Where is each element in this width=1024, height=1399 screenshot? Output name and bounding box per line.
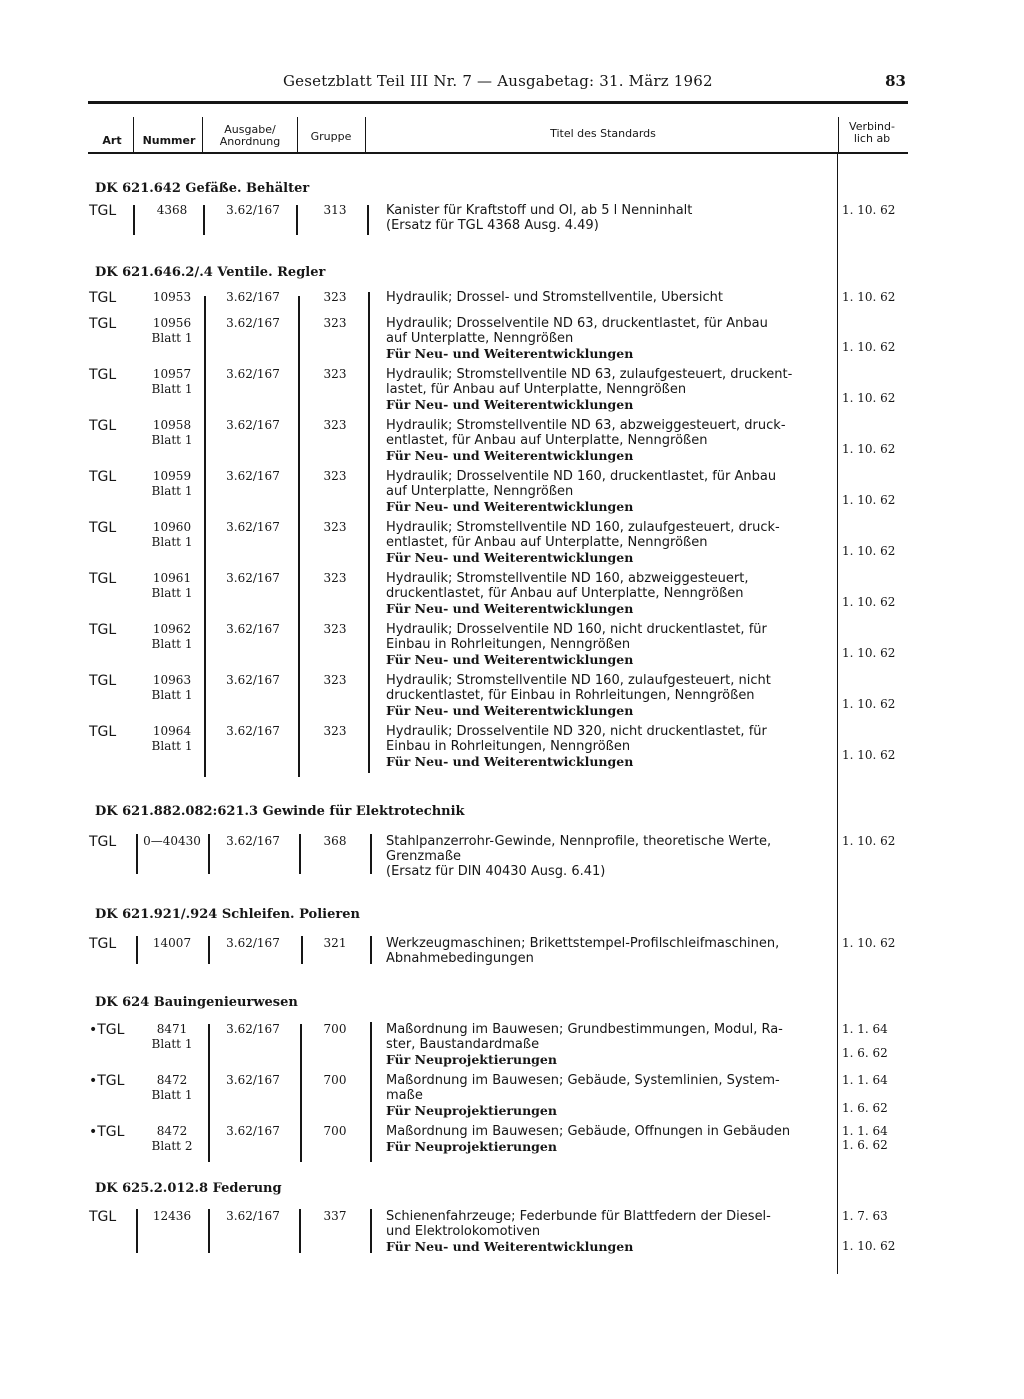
- nummer-value: 8472: [156, 1073, 188, 1087]
- entry-title: [386, 520, 835, 565]
- title-line: Maßordnung im Bauwesen; Grundbestimmungen, Modul, Ra-: [386, 1022, 783, 1037]
- entry-title: [386, 724, 835, 769]
- verbindlich-date: 1. 10. 62: [842, 936, 896, 950]
- divider: [368, 292, 370, 773]
- title-line: Hydraulik; Drosselventile ND 160, druckentlastet, für Anbau: [386, 469, 777, 484]
- entry-title: [386, 1209, 835, 1254]
- blatt-label: Blatt 1: [151, 535, 193, 549]
- nummer-value: 8472: [156, 1124, 188, 1138]
- entry-title: [386, 1022, 835, 1067]
- title-line: maße: [386, 1088, 423, 1103]
- col-verbindlich-line1: Verbind-: [849, 120, 895, 133]
- entry-art: TGL: [89, 724, 117, 740]
- entry-nummer: [140, 520, 204, 550]
- entry-ausgabe: 3.62/167: [226, 1209, 280, 1223]
- title-line: Hydraulik; Drosselventile ND 160, nicht druckentlastet, für: [386, 622, 767, 637]
- entry-ausgabe: 3.62/167: [226, 622, 280, 636]
- title-line: auf Unterplatte, Nenngrößen: [386, 331, 574, 346]
- divider: [203, 205, 205, 235]
- entry-gruppe: 321: [323, 936, 347, 950]
- entry-gruppe: 323: [323, 520, 347, 534]
- title-line: Maßordnung im Bauwesen; Gebäude, Öffnungen in Gebäuden: [386, 1124, 791, 1139]
- divider: [300, 1024, 302, 1162]
- entry-ausgabe: 3.62/167: [226, 316, 280, 330]
- entry-title: [386, 367, 835, 412]
- entry-gruppe: 323: [323, 469, 347, 483]
- title-line: druckentlastet, für Einbau in Rohrleitungen, Nenngrößen: [386, 688, 755, 703]
- title-line: Maßordnung im Bauwesen; Gebäude, Systemlinien, System-: [386, 1073, 780, 1088]
- nummer-value: 10962: [152, 622, 192, 636]
- verbindlich-date: 1. 10. 62: [842, 697, 896, 711]
- divider: [365, 117, 366, 153]
- divider: [297, 117, 298, 153]
- entry-ausgabe: 3.62/167: [226, 203, 280, 217]
- nummer-value: 10964: [152, 724, 192, 738]
- divider: [202, 117, 203, 153]
- blatt-label: Blatt 1: [151, 331, 193, 345]
- title-bold-line: Für Neu- und Weiterentwicklungen: [386, 652, 634, 667]
- entry-nummer: [140, 622, 204, 652]
- entry-art: TGL: [89, 367, 117, 383]
- title-bold-line: Für Neu- und Weiterentwicklungen: [386, 1239, 634, 1254]
- blatt-label: Blatt 1: [151, 484, 193, 498]
- title-line: Hydraulik; Stromstellventile ND 160, abzweiggesteuert,: [386, 571, 749, 586]
- entry-ausgabe: 3.62/167: [226, 367, 280, 381]
- divider: [208, 936, 210, 964]
- title-line: lastet, für Anbau auf Unterplatte, Nenngrößen: [386, 382, 687, 397]
- verbindlich-date: 1. 6. 62: [842, 1046, 888, 1060]
- title-bold-line: Für Neu- und Weiterentwicklungen: [386, 754, 634, 769]
- entry-art: TGL: [89, 203, 117, 219]
- entry-art: •TGL: [89, 1073, 125, 1089]
- entry-nummer: [140, 673, 204, 703]
- entry-title: [386, 834, 835, 879]
- verbindlich-date: 1. 1. 64: [842, 1073, 888, 1087]
- divider: [204, 296, 206, 777]
- col-verbindlich-line2: lich ab: [853, 132, 891, 145]
- blatt-label: Blatt 1: [151, 382, 193, 396]
- entry-gruppe: 323: [323, 724, 347, 738]
- col-ausgabe: [206, 124, 294, 148]
- divider: [208, 1209, 210, 1253]
- entry-gruppe: 700: [323, 1124, 347, 1138]
- title-bold-line: Für Neu- und Weiterentwicklungen: [386, 499, 634, 514]
- title-line: Kanister für Kraftstoff und Öl, ab 5 l Nenninhalt: [386, 203, 693, 218]
- entry-title: [386, 418, 835, 463]
- title-line: Stahlpanzerrohr-Gewinde, Nennprofile, theoretische Werte,: [386, 834, 772, 849]
- title-line: und Elektrolokomotiven: [386, 1224, 541, 1239]
- title-line: Abnahmebedingungen: [386, 951, 534, 966]
- gazette-title: Gesetzblatt Teil III Nr. 7 — Ausgabetag: 31. März 1962: [283, 72, 713, 90]
- blatt-label: Blatt 2: [151, 1139, 193, 1153]
- entry-gruppe: 323: [323, 316, 347, 330]
- divider: [370, 834, 372, 874]
- entry-nummer: [140, 316, 204, 346]
- entry-title: [386, 1124, 835, 1154]
- entry-title: [386, 203, 835, 233]
- title-line: Grenzmaße: [386, 849, 462, 864]
- col-art: Art: [102, 134, 122, 147]
- blatt-label: Blatt 1: [151, 1088, 193, 1102]
- divider: [136, 936, 138, 964]
- verbindlich-date: 1. 10. 62: [842, 340, 896, 354]
- entry-title: [386, 622, 835, 667]
- nummer-value: 8471: [156, 1022, 188, 1036]
- nummer-value: 10953: [152, 290, 192, 304]
- section-heading: DK 624 Bauingenieurwesen: [95, 995, 298, 1010]
- col-ausgabe-line1: Ausgabe/: [224, 123, 276, 136]
- title-bold-line: Für Neuprojektierungen: [386, 1139, 557, 1154]
- entry-art: TGL: [89, 673, 117, 689]
- section-heading: DK 621.646.2/.4 Ventile. Regler: [95, 265, 326, 280]
- entry-ausgabe: 3.62/167: [226, 418, 280, 432]
- page-header: [90, 70, 908, 96]
- header-bottom-rule: [88, 152, 908, 154]
- title-bold-line: Für Neu- und Weiterentwicklungen: [386, 397, 634, 412]
- entry-ausgabe: 3.62/167: [226, 290, 280, 304]
- verbindlich-date: 1. 10. 62: [842, 1239, 896, 1253]
- entry-gruppe: 700: [323, 1022, 347, 1036]
- entry-ausgabe: 3.62/167: [226, 1124, 280, 1138]
- entry-gruppe: 323: [323, 571, 347, 585]
- entry-gruppe: 313: [323, 203, 347, 217]
- entry-art: TGL: [89, 834, 117, 850]
- title-line: Hydraulik; Drosselventile ND 320, nicht druckentlastet, für: [386, 724, 767, 739]
- nummer-value: 10956: [152, 316, 192, 330]
- title-line: Hydraulik; Stromstellventile ND 160, zulaufgesteuert, nicht: [386, 673, 771, 688]
- nummer-value: 10961: [152, 571, 192, 585]
- col-gruppe: Gruppe: [310, 130, 352, 143]
- entry-gruppe: 323: [323, 367, 347, 381]
- nummer-value: 14007: [152, 936, 192, 950]
- title-line: Einbau in Rohrleitungen, Nenngrößen: [386, 637, 631, 652]
- entry-nummer: [140, 469, 204, 499]
- nummer-value: 0—40430: [143, 834, 201, 848]
- entry-title: [386, 936, 835, 966]
- divider: [298, 296, 300, 777]
- blatt-label: Blatt 1: [151, 688, 193, 702]
- verbindlich-date: 1. 1. 64: [842, 1022, 888, 1036]
- entry-ausgabe: 3.62/167: [226, 520, 280, 534]
- entry-nummer: [140, 290, 204, 305]
- title-line: druckentlastet, für Anbau auf Unterplatte, Nenngrößen: [386, 586, 744, 601]
- entry-art: TGL: [89, 316, 117, 332]
- title-line: entlastet, für Anbau auf Unterplatte, Nenngrößen: [386, 433, 708, 448]
- entry-gruppe: 323: [323, 673, 347, 687]
- entry-title: [386, 469, 835, 514]
- title-bold-line: Für Neu- und Weiterentwicklungen: [386, 346, 634, 361]
- title-bold-line: Für Neu- und Weiterentwicklungen: [386, 550, 634, 565]
- entry-ausgabe: 3.62/167: [226, 469, 280, 483]
- divider: [208, 834, 210, 874]
- entry-nummer: [140, 1022, 204, 1052]
- entry-art: TGL: [89, 469, 117, 485]
- entry-ausgabe: 3.62/167: [226, 1022, 280, 1036]
- verbindlich-date: 1. 6. 62: [842, 1101, 888, 1115]
- entry-art: TGL: [89, 622, 117, 638]
- blatt-label: Blatt 1: [151, 637, 193, 651]
- title-line: Hydraulik; Stromstellventile ND 63, zulaufgesteuert, druckent-: [386, 367, 793, 382]
- divider: [133, 205, 135, 235]
- entry-nummer: [140, 571, 204, 601]
- blatt-label: Blatt 1: [151, 1037, 193, 1051]
- divider: [296, 205, 298, 235]
- verbindlich-date: 1. 7. 63: [842, 1209, 888, 1223]
- col-titel: Titel des Standards: [550, 127, 656, 140]
- entry-ausgabe: 3.62/167: [226, 1073, 280, 1087]
- entry-art: TGL: [89, 520, 117, 536]
- title-line: Schienenfahrzeuge; Federbunde für Blattfedern der Diesel-: [386, 1209, 771, 1224]
- divider: [208, 1024, 210, 1162]
- nummer-value: 4368: [156, 203, 188, 217]
- verbindlich-date: 1. 10. 62: [842, 834, 896, 848]
- divider: [136, 1209, 138, 1253]
- nummer-value: 10963: [152, 673, 192, 687]
- entry-art: TGL: [89, 418, 117, 434]
- divider: [136, 834, 138, 874]
- col-verbindlich: [840, 121, 904, 145]
- divider: [370, 936, 372, 964]
- nummer-value: 10957: [152, 367, 192, 381]
- entry-art: TGL: [89, 571, 117, 587]
- entry-nummer: [140, 724, 204, 754]
- title-line: auf Unterplatte, Nenngrößen: [386, 484, 574, 499]
- entry-title: [386, 316, 835, 361]
- divider: [299, 834, 301, 874]
- col-ausgabe-line2: Anordnung: [219, 135, 281, 148]
- entry-art: •TGL: [89, 1124, 125, 1140]
- title-line: (Ersatz für TGL 4368 Ausg. 4.49): [386, 218, 599, 233]
- blatt-label: Blatt 1: [151, 739, 193, 753]
- col-nummer: Nummer: [142, 134, 196, 147]
- entry-art: TGL: [89, 1209, 117, 1225]
- date-column-rule: [837, 152, 838, 1274]
- entry-gruppe: 323: [323, 290, 347, 304]
- title-line: ster, Baustandardmaße: [386, 1037, 540, 1052]
- title-line: Einbau in Rohrleitungen, Nenngrößen: [386, 739, 631, 754]
- entry-nummer: [140, 834, 204, 849]
- title-line: (Ersatz für DIN 40430 Ausg. 6.41): [386, 864, 606, 879]
- nummer-value: 12436: [152, 1209, 192, 1223]
- verbindlich-date: 1. 10. 62: [842, 646, 896, 660]
- entry-title: [386, 571, 835, 616]
- title-bold-line: Für Neu- und Weiterentwicklungen: [386, 703, 634, 718]
- title-line: entlastet, für Anbau auf Unterplatte, Nenngrößen: [386, 535, 708, 550]
- nummer-value: 10959: [152, 469, 192, 483]
- entry-art: TGL: [89, 290, 117, 306]
- entry-ausgabe: 3.62/167: [226, 673, 280, 687]
- page-number: 83: [885, 72, 906, 90]
- blatt-label: Blatt 1: [151, 433, 193, 447]
- title-bold-line: Für Neuprojektierungen: [386, 1052, 557, 1067]
- title-line: Werkzeugmaschinen; Brikettstempel-Profilschleifmaschinen,: [386, 936, 780, 951]
- title-line: Hydraulik; Stromstellventile ND 160, zulaufgesteuert, druck-: [386, 520, 780, 535]
- entry-art: •TGL: [89, 1022, 125, 1038]
- verbindlich-date: 1. 6. 62: [842, 1138, 888, 1152]
- nummer-value: 10960: [152, 520, 192, 534]
- entry-gruppe: 700: [323, 1073, 347, 1087]
- entry-gruppe: 323: [323, 418, 347, 432]
- divider: [370, 1022, 372, 1162]
- verbindlich-date: 1. 10. 62: [842, 748, 896, 762]
- title-bold-line: Für Neuprojektierungen: [386, 1103, 557, 1118]
- nummer-value: 10958: [152, 418, 192, 432]
- verbindlich-date: 1. 10. 62: [842, 595, 896, 609]
- divider: [133, 117, 134, 153]
- blatt-label: Blatt 1: [151, 586, 193, 600]
- verbindlich-date: 1. 10. 62: [842, 544, 896, 558]
- divider: [367, 205, 369, 235]
- verbindlich-date: 1. 10. 62: [842, 290, 896, 304]
- entry-nummer: [140, 418, 204, 448]
- section-heading: DK 625.2.012.8 Federung: [95, 1181, 282, 1196]
- entry-gruppe: 337: [323, 1209, 347, 1223]
- section-heading: DK 621.642 Gefäße. Behälter: [95, 181, 310, 196]
- title-line: Hydraulik; Stromstellventile ND 63, abzweiggesteuert, druck-: [386, 418, 786, 433]
- entry-ausgabe: 3.62/167: [226, 571, 280, 585]
- entry-nummer: [140, 367, 204, 397]
- entry-nummer: [140, 1073, 204, 1103]
- entry-title: [386, 290, 835, 305]
- verbindlich-date: 1. 10. 62: [842, 442, 896, 456]
- section-heading: DK 621.921/.924 Schleifen. Polieren: [95, 907, 360, 922]
- entry-ausgabe: 3.62/167: [226, 936, 280, 950]
- verbindlich-date: 1. 1. 64: [842, 1124, 888, 1138]
- title-line: Hydraulik; Drossel- und Stromstellventile, Übersicht: [386, 290, 724, 305]
- entry-art: TGL: [89, 936, 117, 952]
- entry-nummer: [140, 203, 204, 218]
- divider: [838, 117, 839, 153]
- entry-gruppe: 323: [323, 622, 347, 636]
- divider: [370, 1209, 372, 1253]
- entry-title: [386, 1073, 835, 1118]
- entry-nummer: [140, 936, 204, 951]
- verbindlich-date: 1. 10. 62: [842, 391, 896, 405]
- verbindlich-date: 1. 10. 62: [842, 203, 896, 217]
- title-bold-line: Für Neu- und Weiterentwicklungen: [386, 601, 634, 616]
- entry-ausgabe: 3.62/167: [226, 834, 280, 848]
- header-rule: [88, 101, 908, 104]
- section-heading: DK 621.882.082:621.3 Gewinde für Elektrotechnik: [95, 804, 465, 819]
- entry-ausgabe: 3.62/167: [226, 724, 280, 738]
- title-line: Hydraulik; Drosselventile ND 63, druckentlastet, für Anbau: [386, 316, 768, 331]
- entry-title: [386, 673, 835, 718]
- entry-nummer: [140, 1209, 204, 1224]
- title-bold-line: Für Neu- und Weiterentwicklungen: [386, 448, 634, 463]
- divider: [301, 936, 303, 964]
- verbindlich-date: 1. 10. 62: [842, 493, 896, 507]
- entry-nummer: [140, 1124, 204, 1154]
- entry-gruppe: 368: [323, 834, 347, 848]
- divider: [299, 1209, 301, 1253]
